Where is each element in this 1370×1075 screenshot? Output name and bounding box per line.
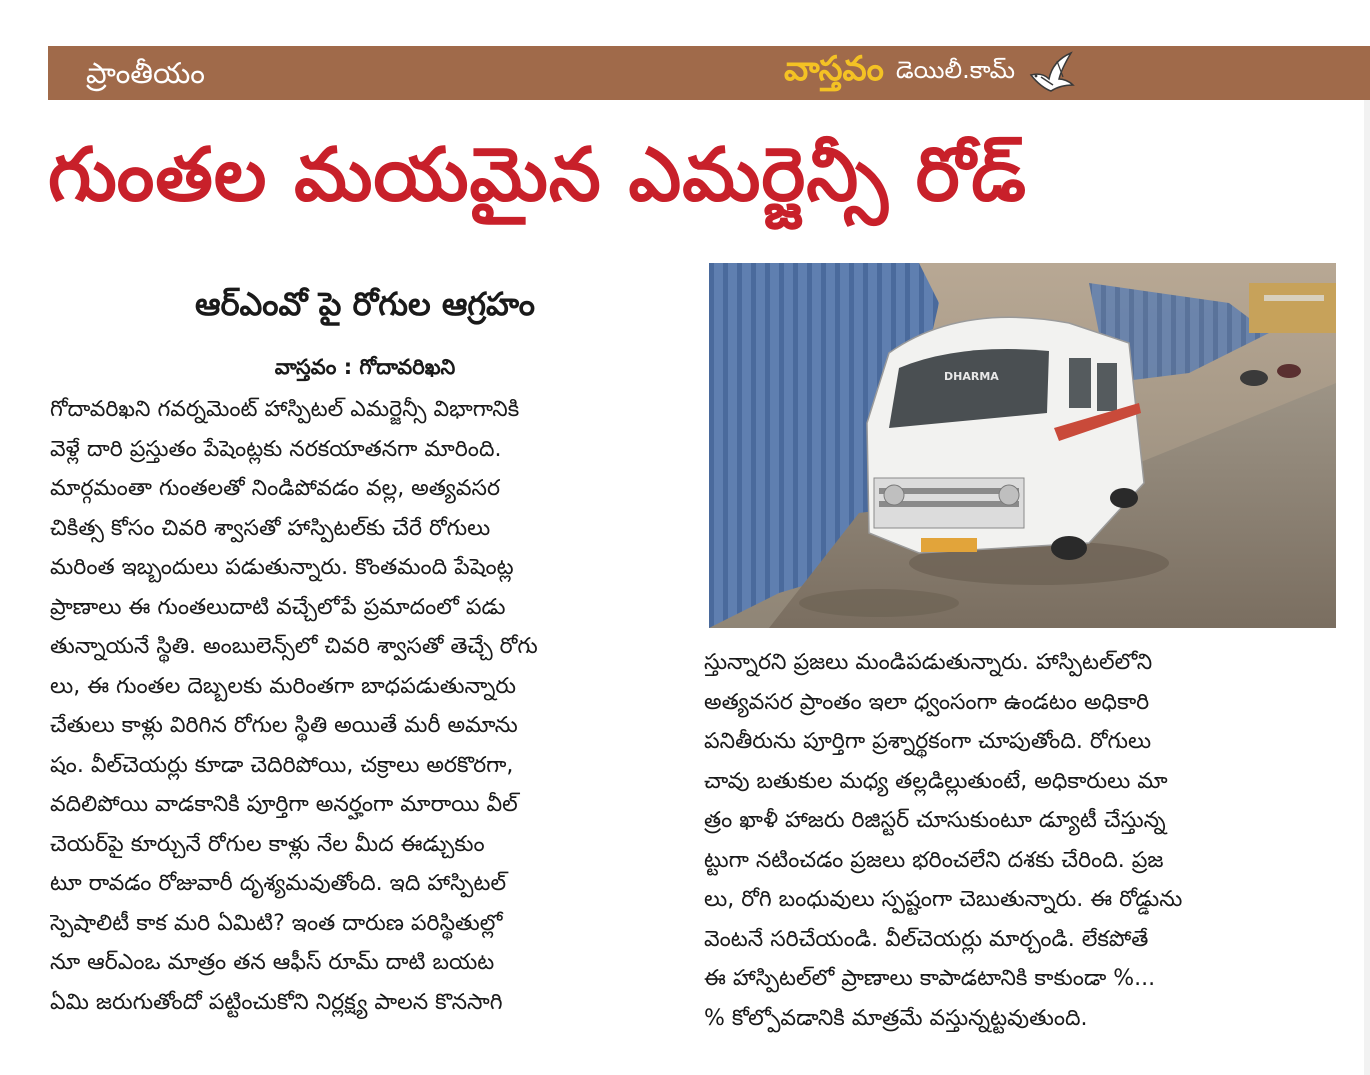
body-line: స్తున్నారని ప్రజలు మండిపడుతున్నారు. హాస్పిటల్‌లోని <box>704 650 1153 675</box>
body-line: నూ ఆర్ఎంఒ మాత్రం తన ఆఫీస్ రూమ్ దాటి బయట <box>50 950 495 975</box>
pothole <box>799 589 959 617</box>
body-line: తున్నాయనే స్థితి. అంబులెన్స్‌లో చివరి శ్వాసతో తెచ్చే రోగు <box>50 634 538 659</box>
ambulance <box>867 317 1144 560</box>
section-header-band <box>48 46 1370 100</box>
brand-name: వాస్తవం <box>784 49 884 89</box>
dateline: వాస్తవం : గోదావరిఖని <box>274 355 456 379</box>
body-line: చేతులు కాళ్లు విరిగిన రోగుల స్థితి అయితే మరీ అమాను <box>50 713 518 738</box>
body-line: చికిత్స కోసం చివరి శ్వాసతో హాస్పిటల్‌కు చేరే రోగులు <box>50 515 491 541</box>
subheadline: ఆర్ఎంవో పై రోగుల ఆగ్రహం <box>195 285 535 323</box>
body-line: మార్గమంతా గుంతలతో నిండిపోవడం వల్ల, అత్యవసర <box>50 476 500 501</box>
body-line: % కోల్పోవడానికి మాత్రమే వస్తున్నట్టవుతుంది. <box>704 1005 1088 1031</box>
article-photo <box>709 263 1336 628</box>
body-line: ఈ హాస్పిటల్‌లో ప్రాణాలు కాపాడటానికి కాకుండా %... <box>704 966 1156 991</box>
body-line: షం. వీల్‌చెయర్లు కూడా చెదిరిపోయి, చక్రాలు అరకొరగా, <box>50 752 514 778</box>
building <box>1249 283 1336 333</box>
page-edge <box>1364 100 1370 1075</box>
body-line: లు, ఈ గుంతల దెబ్బలకు మరింతగా బాధపడుతున్నారు <box>50 673 517 699</box>
body-line: ఏమి జరుగుతోందో పట్టించుకోని నిర్లక్ష్య పాలన కొనసాగి <box>50 989 503 1015</box>
bird-icon <box>1027 51 1077 95</box>
body-line: త్రం ఖాళీ హాజరు రిజిస్టర్ చూసుకుంటూ డ్యూటీ చేస్తున్న <box>704 808 1166 833</box>
headline: గుంతల మయమైన ఎమర్జెన్సీ రోడ్ <box>48 132 1028 218</box>
vehicle-lettering: DHARMA <box>944 370 999 383</box>
article-body-left <box>50 390 674 1022</box>
section-label: ప్రాంతీయం <box>86 56 205 90</box>
body-line: వెళ్లే దారి ప్రస్తుతం పేషెంట్లకు నరకయాతనగా మారింది. <box>50 436 502 462</box>
body-line: అత్యవసర ప్రాంతం ఇలా ధ్వంసంగా ఉండటం అధికారి <box>704 689 1150 715</box>
body-line: ప్రాణాలు ఈ గుంతలుదాటి వచ్చేలోపే ప్రమాదంలో పడు <box>50 594 506 620</box>
body-line: పనితీరును పూర్తిగా ప్రశ్నార్థకంగా చూపుతోంది. రోగులు <box>704 729 1152 754</box>
body-line: మరింత ఇబ్బందులు పడుతున్నారు. కొంతమంది పేషెంట్ల <box>50 555 514 580</box>
body-line: చెయర్‌పై కూర్చునే రోగుల కాళ్లు నేల మీద ఈడ్చుకుం <box>50 831 485 857</box>
body-line: లు, రోగి బంధువులు స్పష్టంగా చెబుతున్నారు. ఈ రోడ్డును <box>704 887 1183 912</box>
brand-domain: డెయిలీ.కామ్ <box>895 56 1016 84</box>
body-line: ట్టుగా నటించడం ప్రజలు భరించలేని దశకు చేరింది. ప్రజ <box>704 847 1164 873</box>
article-body-right <box>704 643 1332 1038</box>
body-line: వెంటనే సరిచేయండి. వీల్‌చెయర్లు మార్చండి. లేకపోతే <box>704 926 1149 952</box>
building-window <box>1264 295 1324 301</box>
brand-logo <box>784 50 1077 96</box>
body-line: చావు బతుకుల మధ్య తల్లడిల్లుతుంటే, అధికారులు మా <box>704 768 1168 794</box>
body-line: గోదావరిఖని గవర్నమెంట్ హాస్పిటల్ ఎమర్జెన్సీ విభాగానికి <box>50 397 520 422</box>
body-line: స్పెషాలిటీ కాక మరి ఏమిటి? ఇంత దారుణ పరిస్థితుల్లో <box>50 910 503 936</box>
body-line: టూ రావడం రోజువారీ దృశ్యమవుతోంది. ఇది హాస్పిటల్ <box>50 871 507 896</box>
body-line: వదిలిపోయి వాడకానికి పూర్తిగా అనర్హంగా మారాయి వీల్ <box>50 792 518 817</box>
